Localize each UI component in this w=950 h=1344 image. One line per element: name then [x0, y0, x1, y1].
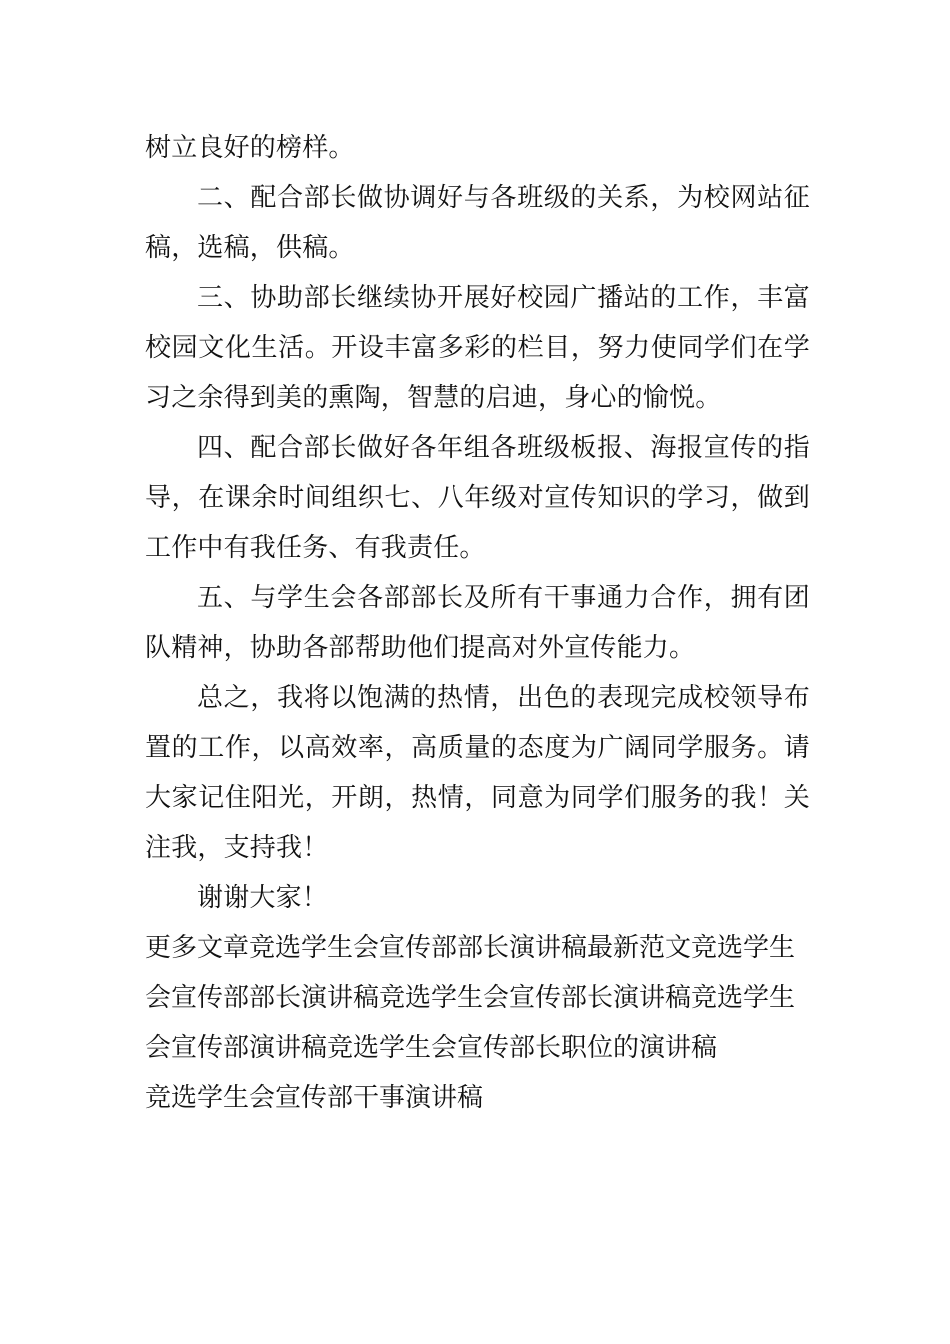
related-articles-links[interactable]: 更多文章竞选学生会宣传部部长演讲稿最新范文竞选学生会宣传部部长演讲稿竞选学生会宣传部长演讲稿竞选学生会宣传部演讲稿竞选学生会宣传部长职位的演讲稿 [145, 933, 796, 1063]
paragraph-thanks: 谢谢大家！ [197, 883, 329, 913]
paragraph-point-five: 五、与学生会各部部长及所有干事通力合作，拥有团队精神，协助各部帮助他们提高对外宣传能力。 [145, 583, 810, 663]
paragraph-closing-line: 树立良好的榜样。 [145, 133, 355, 163]
paragraph-point-four: 四、配合部长做好各年组各班级板报、海报宣传的指导，在课余时间组织七、八年级对宣传知识的学习，做到工作中有我任务、有我责任。 [145, 433, 810, 563]
paragraph-point-two: 二、配合部长做协调好与各班级的关系，为校网站征稿，选稿，供稿。 [145, 183, 810, 263]
paragraph-point-three: 三、协助部长继续协开展好校园广播站的工作，丰富校园文化生活。开设丰富多彩的栏目，努力使同学们在学习之余得到美的熏陶，智慧的启迪，身心的愉悦。 [145, 283, 810, 413]
related-article-link-last[interactable]: 竞选学生会宣传部干事演讲稿 [145, 1083, 484, 1113]
paragraph-summary: 总之，我将以饱满的热情，出色的表现完成校领导布置的工作，以高效率，高质量的态度为广阔同学服务。请大家记住阳光，开朗，热情，同意为同学们服务的我！关注我，支持我！ [145, 683, 810, 863]
document-page [145, 123, 810, 1123]
